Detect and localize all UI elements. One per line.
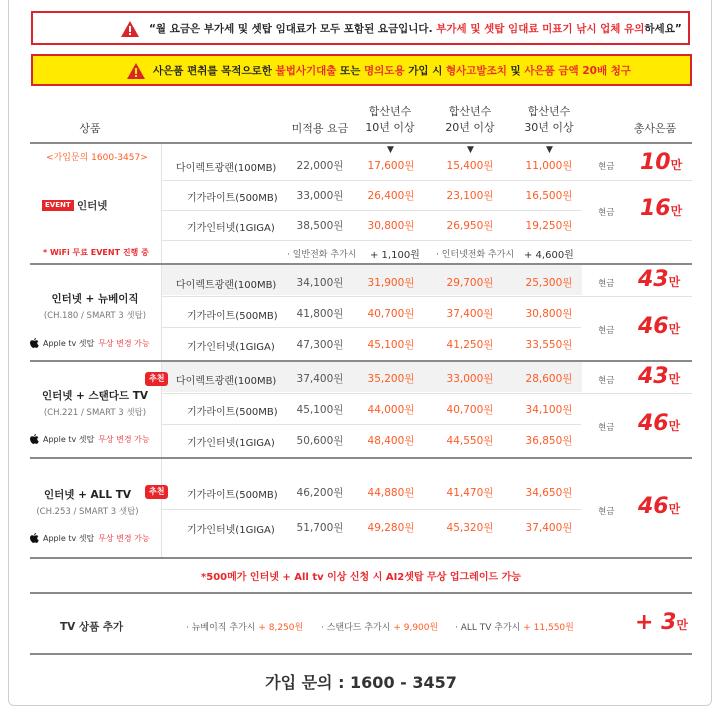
apple-tv-note: Apple tv 셋탑 무상 변경 가능 xyxy=(30,434,150,445)
product-internet: 인터넷 xyxy=(77,200,108,212)
notice2-text: 사은품 편취를 목적으로한 불법사기대출 또는 명의도용 가입 시 형사고발조치 및 사은품 금액 20배 청구 xyxy=(153,64,632,77)
apple-tv-note: Apple tv 셋탑 무상 변경 가능 xyxy=(30,533,150,544)
tv-add-label: TV 상품 추가 xyxy=(60,621,124,633)
product-basic: 인터넷 + 뉴베이직 (CH.180 / SMART 3 셋탑) xyxy=(43,293,147,321)
apple-icon xyxy=(30,434,39,445)
header-20yr: 합산년수 20년 이상 xyxy=(445,105,495,134)
gift-amount: 10만 xyxy=(640,150,683,175)
recommend-badge: 추천 xyxy=(145,485,168,499)
product-alltv: 인터넷 + ALL TV (CH.253 / SMART 3 셋탑) xyxy=(36,489,139,517)
apple-icon xyxy=(30,533,39,544)
gift-amount: 46만 xyxy=(638,411,681,436)
tv-gift-amount: + 3만 xyxy=(635,610,689,635)
gift-amount: 43만 xyxy=(638,364,681,389)
warning-icon xyxy=(121,21,139,37)
header-10yr: 합산년수 10년 이상 xyxy=(365,105,415,134)
event-badge: EVENT xyxy=(42,200,74,211)
wifi-note: * WiFi 무료 EVENT 진행 중 xyxy=(43,248,149,257)
notice1-text: “월 요금은 부가세 및 셋탑 임대료가 모두 포함된 요금입니다. 부가세 및 셋탑 임대료 미표기 낚시 업체 유의하세요” xyxy=(149,22,682,35)
header-product: 상품 xyxy=(79,122,101,135)
header-base-price: 미적용 요금 xyxy=(291,122,349,135)
inquiry-number: <가입문의 1600-3457> xyxy=(46,153,148,163)
fraud-warning-banner xyxy=(31,54,692,86)
upgrade-note: *500메가 인터넷 + All tv 이상 신청 시 AI2셋탑 무상 업그레이드 가능 xyxy=(201,572,521,583)
price-notice-banner xyxy=(31,11,690,45)
header-gift: 총사은품 xyxy=(633,122,677,135)
gift-amount: 46만 xyxy=(638,494,681,519)
product-standard: 인터넷 + 스탠다드 TV (CH.221 / SMART 3 셋탑) xyxy=(41,390,149,418)
plan-name: 다이렉트광랜(100MB) xyxy=(176,163,277,174)
apple-tv-note: Apple tv 셋탑 무상 변경 가능 xyxy=(30,338,150,349)
footer-inquiry: 가입 문의 : 1600 - 3457 xyxy=(265,673,457,692)
gift-amount: 16만 xyxy=(640,196,683,221)
apple-icon xyxy=(30,338,39,349)
table-top-border xyxy=(30,142,692,144)
gift-amount: 46만 xyxy=(638,314,681,339)
recommend-badge: 추천 xyxy=(145,372,168,386)
header-30yr: 합산년수 30년 이상 xyxy=(524,105,574,134)
gift-amount: 43만 xyxy=(638,267,681,292)
warning-icon xyxy=(127,63,145,79)
